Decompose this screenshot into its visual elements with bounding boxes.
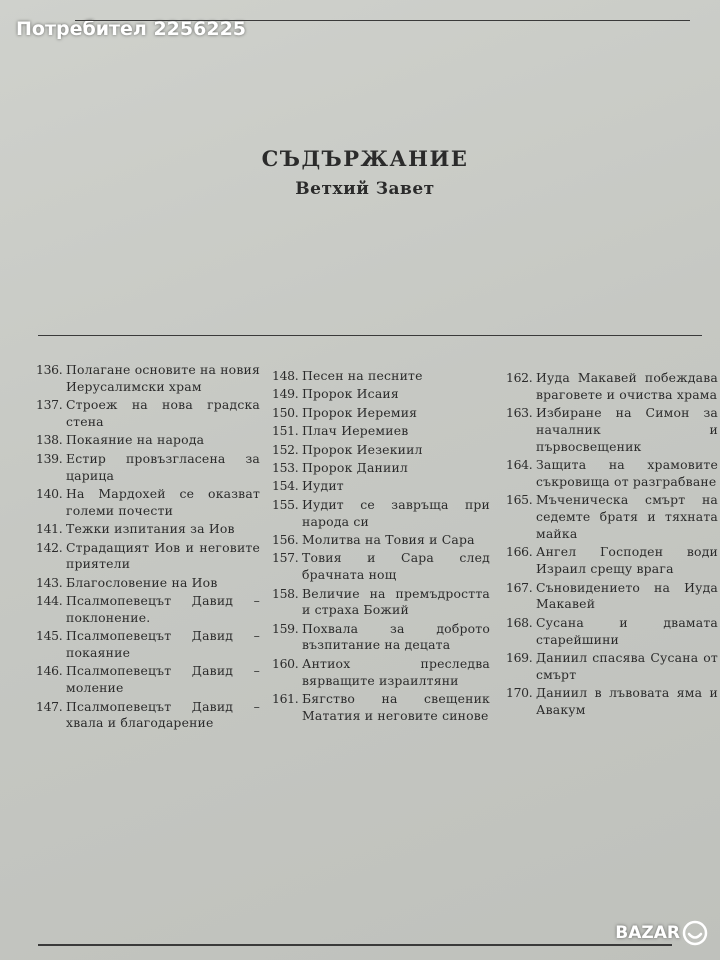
entry-title: Пророк Иезекиил (302, 441, 423, 457)
toc-entry (272, 586, 490, 620)
entry-number: 144. (36, 593, 63, 609)
entry-number: 149. (272, 386, 299, 402)
entry-number: 150. (272, 404, 299, 420)
toc-entry (272, 405, 490, 422)
toc-entry (36, 575, 260, 592)
entry-title: Съновидението на Иуда Макавей (536, 579, 718, 612)
entry-number: 142. (36, 539, 63, 555)
entry-number: 141. (36, 521, 63, 537)
toc-entry (272, 691, 490, 725)
toc-entry (36, 397, 260, 431)
entry-title: На Мардохей се оказват големи почести (66, 485, 260, 518)
toc-column-3 (506, 370, 718, 720)
entry-title: Величие на премъдростта и страха Божий (302, 585, 490, 618)
entry-number: 136. (36, 362, 63, 377)
toc-entry (272, 550, 490, 584)
toc-entry (272, 656, 490, 690)
entry-title: Естир провъзгласена за царица (66, 450, 260, 483)
entry-number: 165. (506, 492, 533, 508)
entry-number: 163. (506, 405, 533, 421)
entry-title: Полагане основите на новия Иерусалимски храм (66, 362, 260, 394)
entry-number: 138. (36, 432, 63, 448)
entry-title: Товия и Сара след брачната нощ (302, 550, 490, 583)
seller-watermark: Потребител 2256225 (16, 18, 247, 40)
entry-number: 155. (272, 496, 299, 512)
toc-entry (36, 432, 260, 449)
entry-number: 157. (272, 550, 299, 566)
entry-title: Псалмопевецът Давид – поклонение. (66, 593, 260, 625)
smile-icon (682, 920, 708, 946)
entry-title: Плач Иеремиев (302, 423, 409, 439)
entry-number: 166. (506, 544, 533, 560)
toc-entry (272, 497, 490, 531)
toc-entry (36, 540, 260, 574)
toc-entry (36, 593, 260, 627)
entry-title: Молитва на Товия и Сара (302, 531, 475, 547)
toc-entry (272, 442, 490, 459)
entry-title: Мъченическа смърт на седемте братя и тяхната майка (536, 492, 718, 541)
entry-number: 140. (36, 485, 63, 501)
entry-title: Псалмопевецът Давид – моление (66, 663, 260, 696)
entry-title: Ангел Господен води Израил срещу врага (536, 544, 718, 577)
entry-title: Пророк Иеремия (302, 404, 418, 420)
toc-entry (272, 460, 490, 477)
toc-entry (506, 405, 718, 455)
entry-number: 167. (506, 579, 533, 595)
entry-title: Бягство на свещеник Мататия и неговите синове (302, 691, 490, 723)
page-title: СЪДЪРЖАНИЕ (261, 146, 469, 171)
entry-title: Песен на песните (302, 368, 423, 383)
site-logo (615, 920, 708, 946)
entry-title: Псалмопевецът Давид – покаяние (66, 628, 260, 661)
entry-number: 147. (36, 698, 63, 714)
toc-entry (36, 663, 260, 697)
toc-entry (36, 699, 260, 733)
entry-title: Страдащият Иов и неговите приятели (66, 539, 260, 572)
toc-entry (36, 362, 260, 396)
toc-entry (272, 423, 490, 440)
entry-number: 154. (272, 478, 299, 494)
entry-title: Иудит се завръща при народа си (302, 496, 490, 529)
entry-title: Защита на храмовите съкровища от разграбване (536, 457, 718, 489)
toc-entry (506, 580, 718, 614)
entry-number: 143. (36, 574, 63, 590)
entry-number: 168. (506, 614, 533, 630)
entry-title: Избиране на Симон за началник и първосвещеник (536, 405, 718, 454)
entry-title: Строеж на нова градска стена (66, 397, 260, 429)
toc-entry (506, 457, 718, 491)
toc-entry (506, 370, 718, 404)
toc-entry (36, 486, 260, 520)
entry-title: Благословение на Иов (66, 574, 218, 590)
entry-title: Иудит (302, 478, 344, 494)
entry-number: 164. (506, 457, 533, 473)
entry-number: 170. (506, 685, 533, 701)
entry-title: Антиох преследва вярващите израилтяни (302, 655, 490, 688)
entry-number: 148. (272, 368, 299, 383)
section-rule (38, 335, 702, 336)
entry-number: 145. (36, 628, 63, 644)
entry-number: 161. (272, 691, 299, 707)
entry-number: 156. (272, 531, 299, 547)
entry-number: 146. (36, 663, 63, 679)
toc-column-2 (272, 368, 490, 726)
toc-entry (506, 615, 718, 649)
toc-entry (272, 621, 490, 655)
entry-title: Похвала за доброто възпитание на децата (302, 620, 490, 653)
entry-number: 153. (272, 459, 299, 475)
bottom-rule (38, 944, 672, 946)
toc-entry (272, 386, 490, 403)
entry-number: 159. (272, 620, 299, 636)
entry-number: 151. (272, 423, 299, 439)
entry-title: Иуда Макавей побеждава враговете и очиства храма (536, 370, 718, 402)
toc-entry (272, 478, 490, 495)
toc-entry (36, 628, 260, 662)
toc-entry (36, 451, 260, 485)
entry-number: 158. (272, 585, 299, 601)
toc-column-1 (36, 362, 260, 734)
toc-entry (506, 650, 718, 684)
entry-title: Даниил спасява Сусана от смърт (536, 649, 718, 682)
entry-title: Сусана и двамата старейшини (536, 614, 718, 647)
entry-number: 162. (506, 370, 533, 385)
toc-entry (506, 685, 718, 719)
title-block (170, 146, 560, 199)
toc-entry (36, 521, 260, 538)
entry-number: 169. (506, 649, 533, 665)
entry-title: Пророк Исаия (302, 386, 399, 402)
entry-number: 139. (36, 450, 63, 466)
page-subtitle: Ветхий Завет (295, 179, 435, 199)
entry-title: Даниил в лъвовата яма и Авакум (536, 685, 718, 717)
entry-number: 160. (272, 655, 299, 671)
site-logo-text: BAZAR (615, 923, 680, 943)
toc-entry (272, 368, 490, 385)
entry-title: Псалмопевецът Давид – хвала и благодарение (66, 698, 260, 731)
top-rule (75, 20, 690, 21)
entry-title: Тежки изпитания за Иов (66, 521, 235, 537)
entry-number: 137. (36, 397, 63, 413)
entry-title: Пророк Даниил (302, 459, 408, 475)
entry-title: Покаяние на народа (66, 432, 205, 448)
toc-entry (272, 532, 490, 549)
entry-number: 152. (272, 441, 299, 457)
toc-entry (506, 492, 718, 542)
toc-entry (506, 544, 718, 578)
